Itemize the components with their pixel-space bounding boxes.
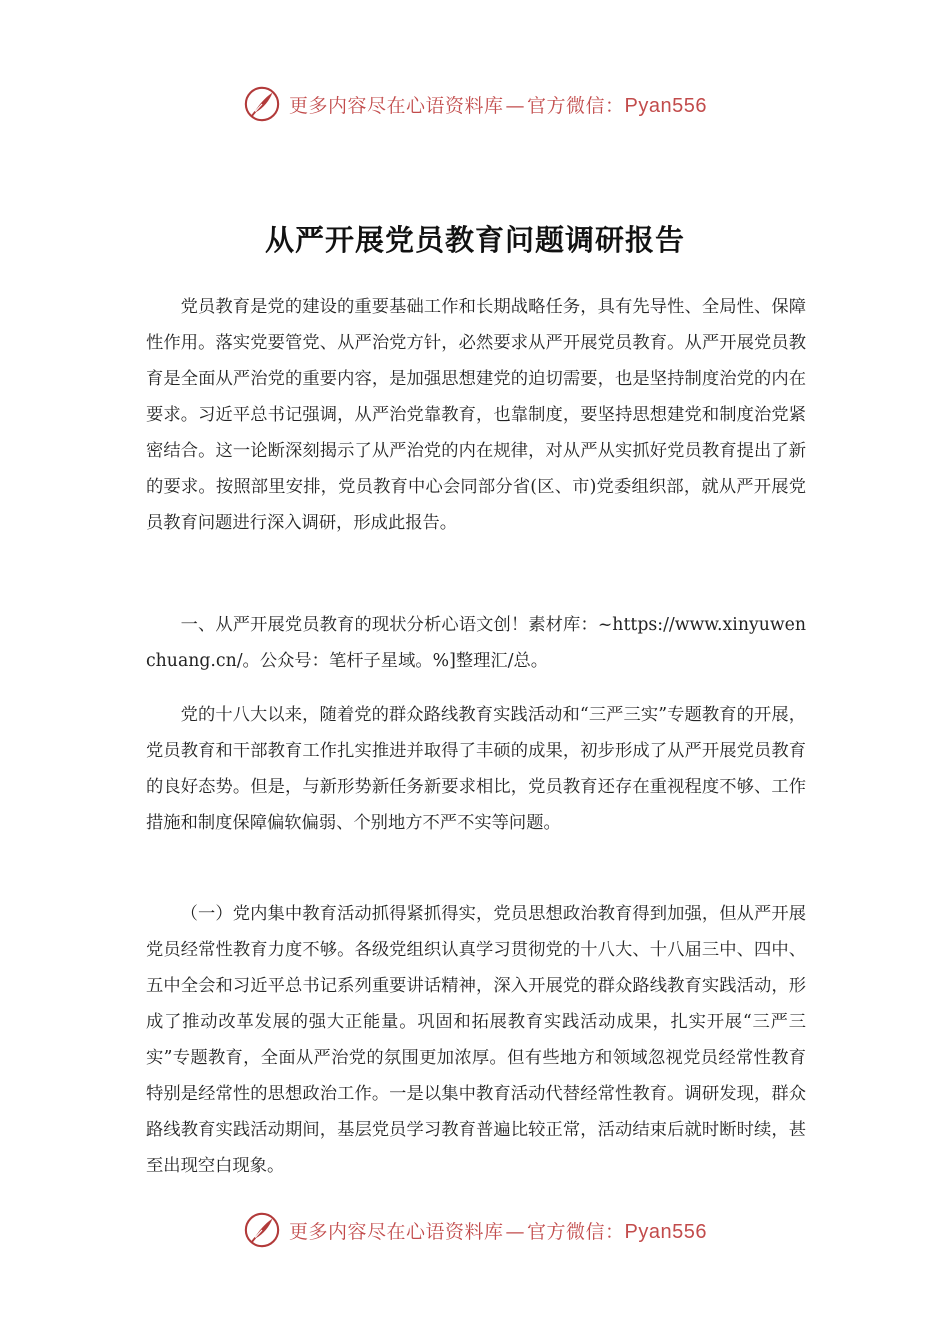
banner-main-text: 更多内容尽在心语资料库 <box>289 94 504 117</box>
banner-dash: — <box>505 1220 526 1243</box>
paragraph-status: 党的十八大以来，随着党的群众路线教育实践活动和“三严三实”专题教育的开展，党员教育和干部教育工作扎实推进并取得了丰硕的成果，初步形成了从严开展党员教育的良好态势。但是，与新形势新任务新要求相比，党员教育还存在重视程度不够、工作措施和制度保障偏软偏弱、个别地方不严不实等问题。 <box>146 705 806 833</box>
paragraph-subsection-1: （一）党内集中教育活动抓得紧抓得实，党员思想政治教育得到加强，但从严开展党员经常性教育力度不够。各级党组织认真学习贯彻党的十八大、十八届三中、四中、五中全会和习近平总书记系列重要讲话精神，深入开展党的群众路线教育实践活动，形成了推动改革发展的强大正能量。巩固和拓展教育实践活动成果，扎实开展“三严三实”专题教育，全面从严治党的氛围更加浓厚。但有些地方和领域忽视党员经常性教育特别是经常性的思想政治工作。一是以集中教育活动代替经常性教育。调研发现，群众路线教育实践活动期间，基层党员学习教育普遍比较正常，活动结束后就时断时续，甚至出现空白现象。 <box>146 904 806 1176</box>
quill-logo-icon <box>243 1211 281 1249</box>
banner-dash: — <box>505 94 526 117</box>
paragraph-intro: 党员教育是党的建设的重要基础工作和长期战略任务，具有先导性、全局性、保障性作用。落实党要管党、从严治党方针，必然要求从严开展党员教育。从严开展党员教育是全面从严治党的重要内容，是加强思想建党的迫切需要，也是坚持制度治党的内在要求。习近平总书记强调，从严治党靠教育，也靠制度，要坚持思想建党和制度治党紧密结合。这一论断深刻揭示了从严治党的内在规律，对从严从实抓好党员教育提出了新的要求。按照部里安排，党员教育中心会同部分省(区、市)党委组织部，就从严开展党员教育问题进行深入调研，形成此报告。 <box>146 297 806 533</box>
banner-wechat-label: 官方微信： <box>527 94 625 117</box>
paragraph-section-heading: 一、从严开展党员教育的现状分析心语文创！素材库：~https://www.xinyuwenchuang.cn/。公众号：笔杆子星域。%]整理汇/总。 <box>146 615 806 671</box>
quill-logo-icon <box>243 85 281 123</box>
banner-wechat-id: Pyan556 <box>624 94 707 117</box>
banner-wechat-id: Pyan556 <box>624 1220 707 1243</box>
banner-wechat-label: 官方微信： <box>527 1220 625 1243</box>
banner-content <box>243 1211 707 1249</box>
banner-content <box>243 85 707 123</box>
header-watermark-banner <box>0 84 950 124</box>
banner-main-text: 更多内容尽在心语资料库 <box>289 1220 504 1243</box>
banner-text <box>289 1217 707 1244</box>
footer-watermark-banner <box>0 1210 950 1250</box>
document-title: 从严开展党员教育问题调研报告 <box>264 223 685 258</box>
banner-text <box>289 91 707 118</box>
